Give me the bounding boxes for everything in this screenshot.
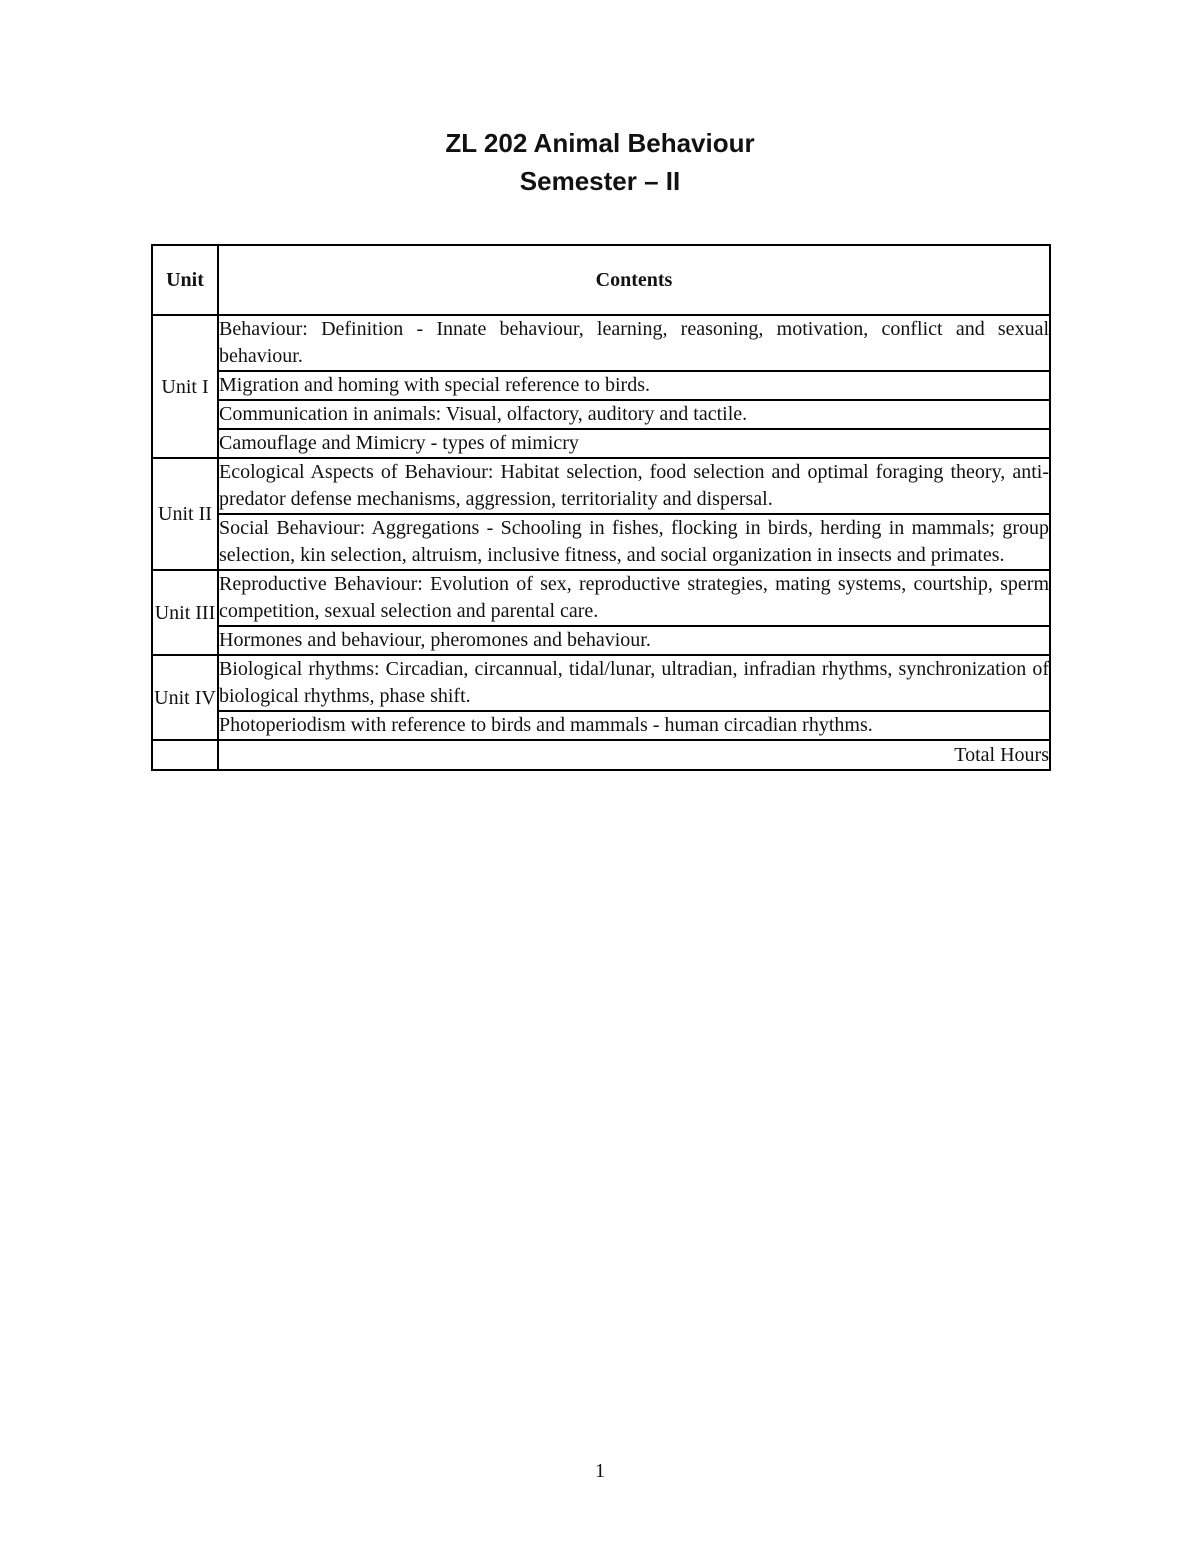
topic-cell: Reproductive Behaviour: Evolution of sex, reproductive strategies, mating systems, courtship, sperm competition, sexual selection and parental care. bbox=[218, 570, 1050, 626]
topic-cell: Biological rhythms: Circadian, circannual, tidal/lunar, ultradian, infradian rhythms, synchronization of biological rhythms, phase shift. bbox=[218, 655, 1050, 711]
topic-cell: Camouflage and Mimicry - types of mimicry bbox=[218, 429, 1050, 458]
table-row bbox=[152, 371, 1050, 400]
table-row bbox=[152, 458, 1050, 514]
table-row bbox=[152, 315, 1050, 371]
contents-header: Contents bbox=[218, 245, 1050, 315]
blank-cell bbox=[152, 740, 218, 770]
topic-cell: Photoperiodism with reference to birds and mammals - human circadian rhythms. bbox=[218, 711, 1050, 740]
table-row bbox=[152, 626, 1050, 655]
page-number: 1 bbox=[595, 1460, 605, 1482]
unit-label: Unit II bbox=[152, 458, 218, 570]
table-row bbox=[152, 570, 1050, 626]
unit-label: Unit IV bbox=[152, 655, 218, 740]
unit-label: Unit I bbox=[152, 315, 218, 458]
topic-cell: Social Behaviour: Aggregations - Schooling in fishes, flocking in birds, herding in mammals; group selection, kin selection, altruism, inclusive fitness, and social organization in insects and primates. bbox=[218, 514, 1050, 570]
table-row bbox=[152, 655, 1050, 711]
table-row bbox=[152, 400, 1050, 429]
unit-label: Unit III bbox=[152, 570, 218, 655]
topic-cell: Communication in animals: Visual, olfactory, auditory and tactile. bbox=[218, 400, 1050, 429]
unit-header: Unit bbox=[152, 245, 218, 315]
table-row bbox=[152, 429, 1050, 458]
topic-cell: Ecological Aspects of Behaviour: Habitat selection, food selection and optimal foraging theory, anti-predator defense mechanisms, aggression, territoriality and dispersal. bbox=[218, 458, 1050, 514]
topic-cell: Hormones and behaviour, pheromones and behaviour. bbox=[218, 626, 1050, 655]
syllabus-table bbox=[151, 244, 1051, 771]
table-row bbox=[152, 514, 1050, 570]
total-hours-label: Total Hours bbox=[218, 740, 1050, 770]
table-row bbox=[152, 711, 1050, 740]
semester-heading: Semester – II bbox=[519, 166, 681, 196]
topic-cell: Behaviour: Definition - Innate behaviour, learning, reasoning, motivation, conflict and sexual behaviour. bbox=[218, 315, 1050, 371]
header-row bbox=[152, 245, 1050, 315]
document-title: ZL 202 Animal Behaviour bbox=[445, 128, 755, 158]
title-block bbox=[0, 124, 1200, 200]
topic-cell: Migration and homing with special reference to birds. bbox=[218, 371, 1050, 400]
total-row bbox=[152, 740, 1050, 770]
